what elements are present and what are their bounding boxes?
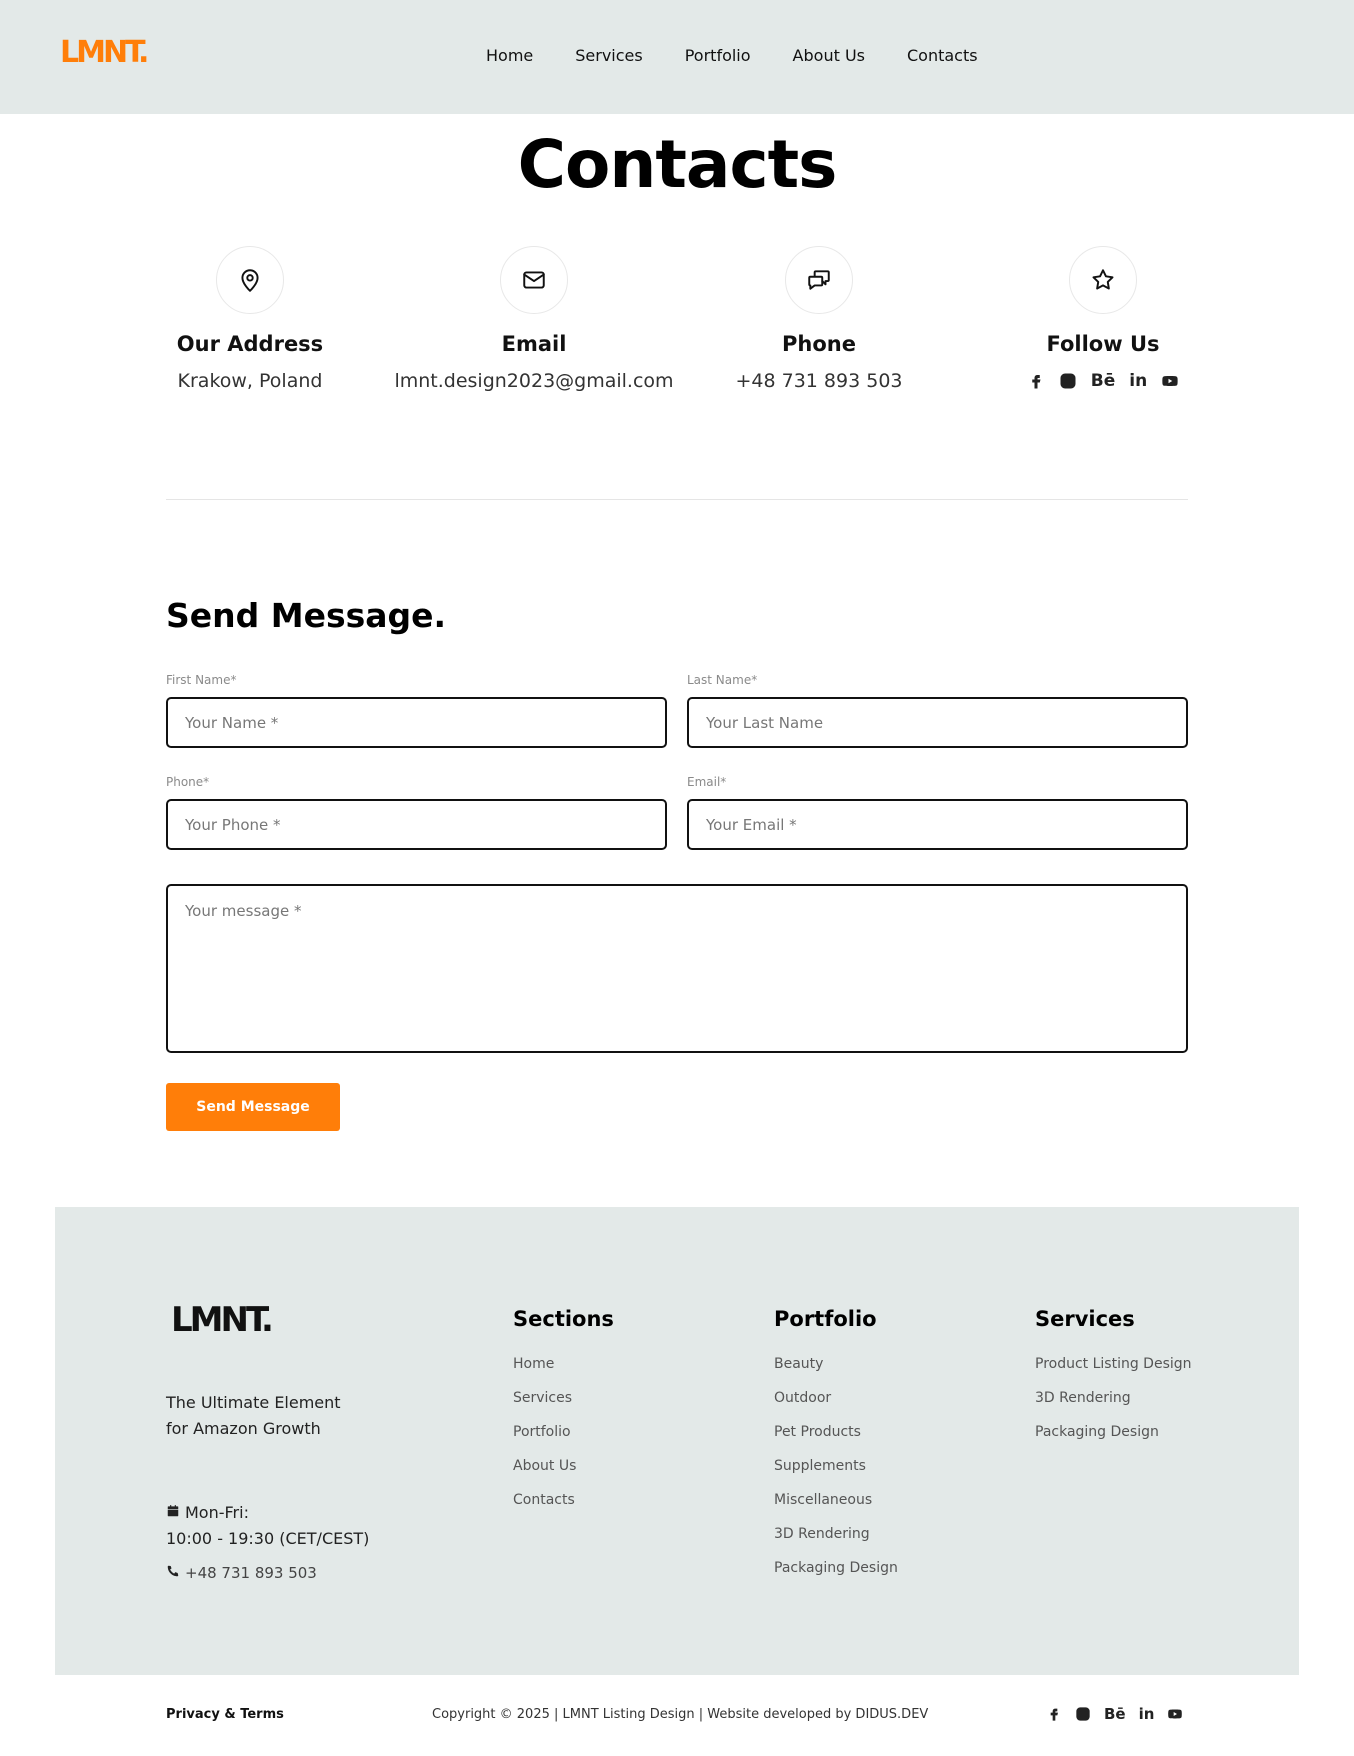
footer-tagline	[166, 1390, 386, 1442]
tagline-line-2: for Amazon Growth	[166, 1419, 321, 1438]
last-name-label: Last Name*	[687, 673, 758, 687]
youtube-icon[interactable]	[1161, 370, 1179, 392]
behance-icon[interactable]: Bē	[1104, 1705, 1126, 1723]
main-nav	[486, 46, 1020, 66]
site-header	[0, 0, 1354, 114]
linkedin-icon[interactable]: in	[1138, 1705, 1155, 1723]
star-icon	[1069, 246, 1137, 314]
first-name-label: First Name*	[166, 673, 237, 687]
hours-time: 10:00 - 19:30 (CET/CEST)	[166, 1529, 370, 1548]
follow-block	[953, 246, 1253, 392]
footer-portfolio-title: Portfolio	[774, 1307, 877, 1331]
footer-link-home[interactable]: Home	[513, 1356, 555, 1372]
footer-services-title: Services	[1035, 1307, 1135, 1331]
phone-label: Phone*	[166, 775, 210, 789]
facebook-icon[interactable]	[1046, 1704, 1062, 1724]
nav-home[interactable]: Home	[486, 46, 534, 65]
nav-portfolio[interactable]: Portfolio	[684, 46, 751, 65]
first-name-input[interactable]	[166, 697, 667, 748]
footer-link-3d-rendering[interactable]: 3D Rendering	[774, 1526, 870, 1542]
form-title: Send Message.	[166, 596, 447, 635]
footer-phone-number[interactable]: +48 731 893 503	[185, 1564, 317, 1582]
footer-link-portfolio[interactable]: Portfolio	[513, 1424, 571, 1440]
nav-services[interactable]: Services	[575, 46, 643, 65]
youtube-icon[interactable]	[1167, 1704, 1183, 1724]
social-links	[953, 370, 1253, 392]
section-divider	[166, 499, 1188, 500]
address-title: Our Address	[176, 332, 324, 356]
address-block	[100, 246, 400, 394]
behance-icon[interactable]: Bē	[1090, 371, 1116, 391]
site-footer	[55, 1207, 1299, 1675]
email-label: Email*	[687, 775, 727, 789]
email-value[interactable]: lmnt.design2023@gmail.com	[394, 370, 674, 392]
facebook-icon[interactable]	[1027, 370, 1045, 392]
bottom-social-links	[1046, 1704, 1183, 1724]
tagline-line-1: The Ultimate Element	[166, 1393, 341, 1412]
page-title: Contacts	[517, 126, 837, 203]
phone-icon	[166, 1564, 180, 1582]
footer-portfolio-column	[774, 1305, 898, 1585]
footer-sections-title: Sections	[513, 1307, 614, 1331]
footer-link-services[interactable]: Services	[513, 1390, 573, 1406]
linkedin-icon[interactable]: in	[1129, 371, 1148, 391]
email-input[interactable]	[687, 799, 1188, 850]
message-textarea[interactable]	[166, 884, 1188, 1053]
nav-about-us[interactable]: About Us	[792, 46, 865, 65]
nav-contacts[interactable]: Contacts	[906, 46, 978, 65]
footer-link-pet-products[interactable]: Pet Products	[774, 1424, 861, 1440]
map-pin-icon	[216, 246, 284, 314]
footer-sections-column	[513, 1305, 614, 1517]
follow-title: Follow Us	[1046, 332, 1160, 356]
hours-days: Mon-Fri:	[185, 1503, 249, 1522]
footer-link-services-packaging-design[interactable]: Packaging Design	[1035, 1424, 1159, 1440]
footer-logo[interactable]: LMNT.	[171, 1300, 271, 1340]
phone-value[interactable]: +48 731 893 503	[735, 370, 903, 392]
business-hours	[166, 1500, 369, 1552]
footer-link-packaging-design[interactable]: Packaging Design	[774, 1560, 898, 1576]
instagram-icon[interactable]	[1059, 370, 1077, 392]
footer-link-beauty[interactable]: Beauty	[774, 1356, 824, 1372]
copyright-text: Copyright © 2025 | LMNT Listing Design | Website developed by DIDUS.DEV	[432, 1707, 929, 1722]
footer-link-services-3d-rendering[interactable]: 3D Rendering	[1035, 1390, 1131, 1406]
footer-link-about-us[interactable]: About Us	[513, 1458, 577, 1474]
phone-block	[669, 246, 969, 394]
footer-services-column	[1035, 1305, 1192, 1449]
phone-title: Phone	[782, 332, 856, 356]
footer-link-supplements[interactable]: Supplements	[774, 1458, 866, 1474]
last-name-input[interactable]	[687, 697, 1188, 748]
chat-icon	[785, 246, 853, 314]
address-value: Krakow, Poland	[177, 370, 323, 392]
phone-input[interactable]	[166, 799, 667, 850]
footer-link-outdoor[interactable]: Outdoor	[774, 1390, 832, 1406]
footer-phone[interactable]	[166, 1564, 317, 1582]
footer-link-contacts[interactable]: Contacts	[513, 1492, 575, 1508]
email-title: Email	[501, 332, 567, 356]
footer-link-product-listing-design[interactable]: Product Listing Design	[1035, 1356, 1192, 1372]
send-message-button[interactable]: Send Message	[166, 1083, 340, 1131]
instagram-icon[interactable]	[1075, 1704, 1091, 1724]
footer-link-miscellaneous[interactable]: Miscellaneous	[774, 1492, 873, 1508]
privacy-terms-link[interactable]: Privacy & Terms	[166, 1707, 284, 1722]
calendar-icon	[166, 1500, 180, 1526]
logo[interactable]: LMNT.	[60, 35, 147, 70]
envelope-icon	[500, 246, 568, 314]
email-block	[384, 246, 684, 394]
